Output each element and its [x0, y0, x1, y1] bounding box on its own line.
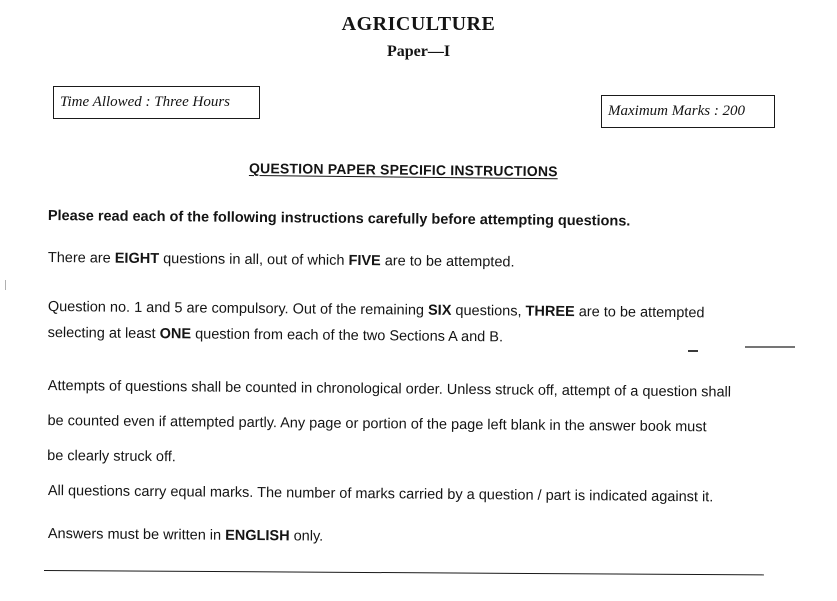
paragraph-line: be clearly struck off. [47, 447, 176, 466]
text-segment: Answers must be written in [47, 525, 226, 544]
emphasis-text: FIVE [348, 252, 381, 270]
instruction-language [48, 521, 773, 554]
text-segment: Question no. 1 and 5 are compulsory. Out of the remaining [47, 298, 429, 319]
paragraph-line: Attempts of questions shall be counted in chronological order. Unless struck off, attempt of a question shall [47, 377, 732, 401]
instruction-chronological-order [47, 369, 773, 481]
instructions-heading: QUESTION PAPER SPECIFIC INSTRUCTIONS [248, 160, 558, 180]
scan-mark [688, 350, 698, 352]
text-segment: are to be attempted. [380, 253, 515, 271]
emphasis-text: EIGHT [114, 250, 160, 268]
text-segment: questions, [451, 302, 526, 320]
paper-subtitle: Paper—I [386, 43, 451, 60]
instruction-question-count [48, 245, 773, 278]
paper-title: AGRICULTURE [341, 13, 496, 35]
emphasis-text: ONE [159, 326, 192, 343]
text-segment: There are [47, 249, 115, 267]
instructions-lead: Please read each of the following instructions carefully before attempting questions. [47, 207, 631, 230]
text-segment: only. [289, 528, 324, 545]
text-segment: selecting at least [47, 324, 160, 343]
emphasis-text: SIX [427, 302, 452, 319]
bottom-divider [44, 570, 764, 575]
text-segment: question from each of the two Sections A and B. [191, 326, 504, 346]
text-segment: questions in all, out of which [159, 251, 349, 269]
maximum-marks-box: Maximum Marks : 200 [601, 95, 775, 128]
instruction-compulsory-questions [48, 294, 773, 353]
text-segment: are to be attempted [574, 304, 705, 322]
instruction-equal-marks: All questions carry equal marks. The number of marks carried by a question / part is indicated against it. [47, 482, 714, 506]
time-allowed-box: Time Allowed : Three Hours [53, 86, 260, 119]
scan-mark [5, 280, 6, 290]
scan-mark [745, 346, 795, 348]
emphasis-text: THREE [525, 303, 575, 321]
emphasis-text: ENGLISH [225, 527, 290, 545]
paragraph-line: be counted even if attempted partly. Any page or portion of the page left blank in the answer book must [47, 412, 707, 436]
